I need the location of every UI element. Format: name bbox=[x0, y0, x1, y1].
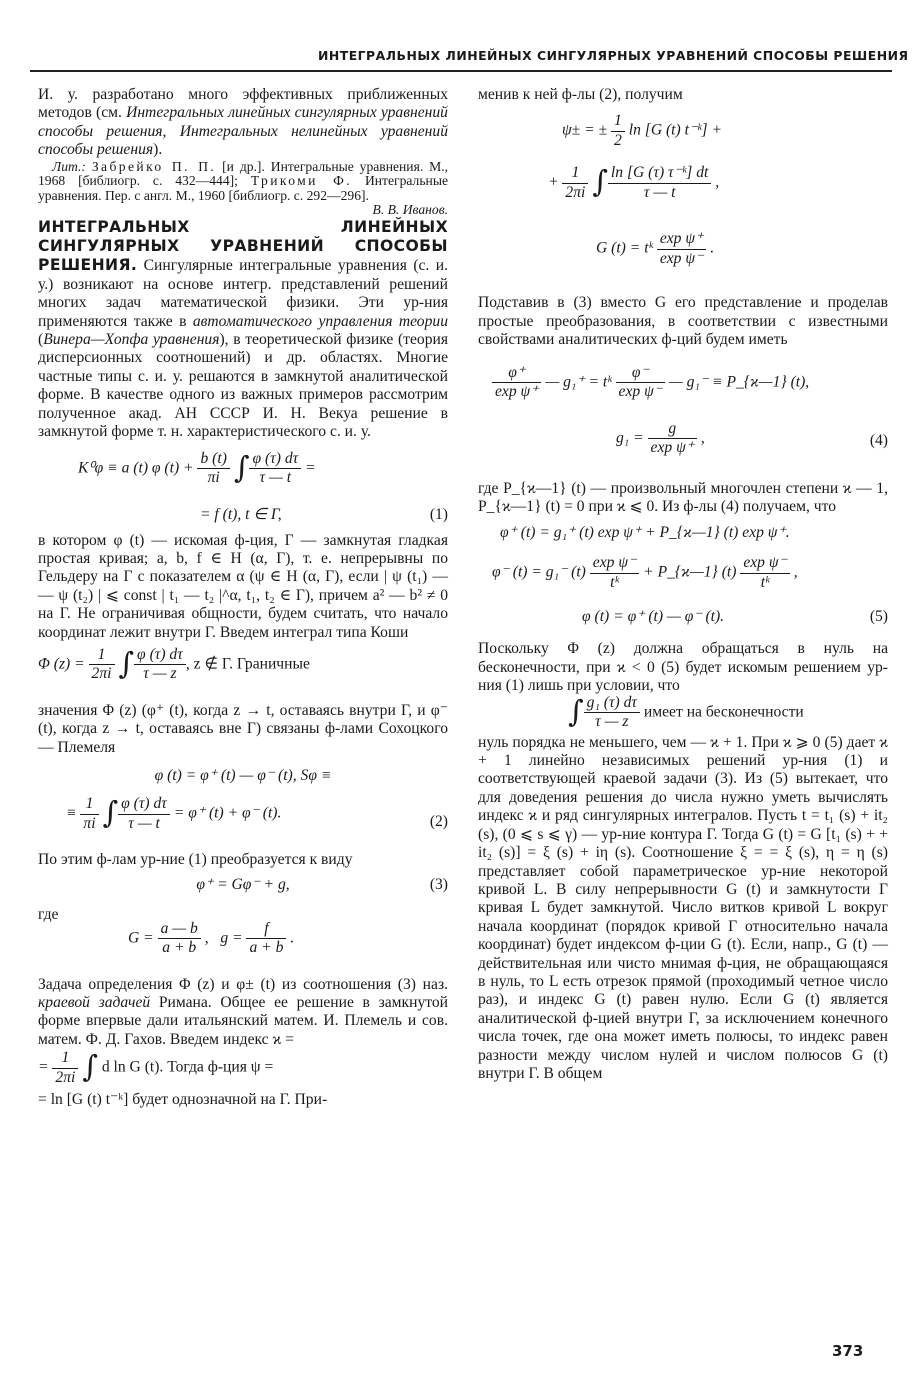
equation-2-line1: φ (t) = φ⁺ (t) — φ⁻ (t), Sφ ≡ bbox=[154, 767, 332, 785]
equation-5-line2: φ⁻ (t) = g₁⁻ (t) $\frac{\text{exp ψ⁻}}{\text{tᵏ}}$ + P_{ϰ—1} (t) $\frac{\text{exp ψ⁻}}{\text{tᵏ}}$ , bbox=[492, 554, 798, 591]
g-representation: G (t) = tᵏ $\frac{\text{exp ψ⁺}}{\text{exp ψ⁻}}$ . bbox=[596, 230, 715, 267]
apply-paragraph: менив к ней ф-лы (2), получим bbox=[478, 86, 683, 103]
page-number: 373 bbox=[832, 1342, 864, 1360]
boundary-paragraph: значения Φ (z) (φ⁺ (t), когда z → t, оставаясь внутри Γ, и φ⁻ (t), когда z → t, оставаясь вне Γ) связаны ф-лами Сохоцкого — Племеля bbox=[38, 701, 448, 756]
header-rule bbox=[30, 70, 892, 72]
equation-1-line1: K⁰φ ≡ a (t) φ (t) + $\frac{b (t)}{\pi i}$ ∫ $\frac{\varphi (\tau) d\tau}{\tau — t}$ = bbox=[78, 449, 316, 486]
substitution-paragraph: Подставив в (3) вместо G его представление и проделав простые преобразования, в соответствии с известными свойствами аналитических ф-ций будем иметь bbox=[478, 294, 888, 349]
intro-paragraph: И. у. разработано много эффективных приближенных методов (см. Интегральных линейных сингулярных уравнений способы решения, Интегральных нелинейных уравнений способы решения). bbox=[38, 86, 448, 159]
equation-1-line2: = f (t), t ∈ Γ, (1) bbox=[200, 505, 448, 523]
equation-5-line3: φ (t) = φ⁺ (t) — φ⁻ (t). (5) bbox=[582, 608, 888, 626]
literature: Лит.: Забрейко П. П. [и др.]. Интегральные уравнения. М., 1968 [библиогр. с. 432—444]; Трикоми Ф. Интегральные уравнения. Пер. с англ. М., 1960 [библиогр. с. 292—296]. В. В. Иванов. bbox=[38, 158, 449, 218]
equation-5-line1: φ⁺ (t) = g₁⁺ (t) exp ψ⁺ + P_{ϰ—1} (t) exp ψ⁺. bbox=[500, 524, 790, 542]
psi-formula-line2: + $\frac{1}{2\pi i}$ ∫ $\frac{\text{ln [G (τ) τ⁻ᵏ] dt}}{\tau — t}$ , bbox=[548, 164, 720, 201]
entry-title: ИНТЕГРАЛЬНЫХ ЛИНЕЙНЫХ СИНГУЛЯРНЫХ УРАВНЕНИЙ СПОСОБЫ РЕШЕНИЯ. bbox=[38, 217, 448, 275]
equation-4-line1: $\frac{\varphi^+}{\text{exp ψ⁺}}$ — g₁⁺ = tᵏ $\frac{\varphi^-}{\text{exp ψ⁻}}$ — g₁⁻ ≡ P_{ϰ—1} (t), bbox=[478, 364, 888, 420]
left-column bbox=[38, 86, 448, 1110]
entry-paragraph: ИНТЕГРАЛЬНЫХ ЛИНЕЙНЫХ СИНГУЛЯРНЫХ УРАВНЕНИЙ СПОСОБЫ РЕШЕНИЯ. Сингулярные интегральные уравнения (с. и. у.) возникают на основе интегр. представлений решений многих задач математической физики. Эти ур-ния применяются также в автоматического управления теории (Винера—Хопфа уравнения), в теоретической физике (теория дисперсионных соотношений) и др. областях. Многие частные типы с. и. у. решаются в замкнутой аналитической форме. В качестве одного из важных примеров рассмотрим полученное акад. АН СССР И. Н. Векуа решение в замкнутой форме т. н. характеристического с. и. у. bbox=[38, 217, 449, 441]
equation-4-line2: g₁ = $\frac{g}{\text{exp ψ⁺}}$ , (4) bbox=[616, 419, 888, 457]
running-head: ИНТЕГРАЛЬНЫХ ЛИНЕЙНЫХ СИНГУЛЯРНЫХ УРАВНЕНИЙ СПОСОБЫ РЕШЕНИЯ bbox=[318, 48, 909, 63]
hoelder-paragraph: в котором φ (t) — искомая ф-ция, Γ — замкнутая гладкая простая кривая; a, b, f ∈ H (α, Γ), т. е. непрерывны по Гельдеру на Γ с показателем α (ψ ∈ H (α, Γ), если | ψ (t₁) — — ψ (t₂) | ⩽ const | t₁ — t₂ |^α, t₁, t₂ ∈ Γ), причем a² — b² ≠ 0 на Γ. Не ограничивая общности, будем считать, что начало координат лежит внутри Γ. Введем интеграл типа Коши bbox=[38, 531, 448, 641]
transform-paragraph: По этим ф-лам ур-ние (1) преобразуется к виду bbox=[38, 851, 353, 869]
infinity-paragraph: Поскольку Φ (z) должна обращаться в нуль на бесконечности, при ϰ < 0 (5) будет искомым решением ур-ния (1) лишь при условии, что bbox=[478, 640, 888, 695]
polynomial-paragraph: где P_{ϰ—1} (t) — произвольный многочлен степени ϰ — 1, P_{ϰ—1} (t) = 0 при ϰ ⩽ 0. Из ф-лы (4) получаем, что bbox=[478, 479, 888, 516]
g-definition: где G = $\frac{a — b}{a + b}$ , g = $\frac{f}{a + b}$ . bbox=[38, 905, 295, 956]
riemann-paragraph: Задача определения Φ (z) и φ± (t) из соотношения (3) наз. краевой задачей Римана. Общее ее решение в замкнутой форме впервые дали итальянский матем. И. Племель и сов. матем. Ф. Д. Гахов. Введем индекс ϰ = bbox=[38, 975, 449, 1048]
condition-integral: ∫ $\frac{\text{g₁ (τ) dτ}}{\tau — z}$ имеет на бесконечности bbox=[568, 693, 804, 731]
index-paragraph: нуль порядка не меньшего, чем — ϰ + 1. При ϰ ⩾ 0 (5) дает ϰ + 1 линейно независимых решений ур-ния (1) и соответствующей краевой задачи (3). Из (5) вытекает, что для доведения решения до числа нужно уметь вычислять индекс ϰ и ряд сингулярных интегралов. Пусть t = t₁ (s) + it₂ (s), (0 ⩽ s ⩽ γ) — ур-ние контура Γ. Тогда G (t) = G [t₁ (s) + + it₂ (s)] = ξ (s) + iη (s). Соотношение ξ = = ξ (s), η = η (s) представляет собой параметрическое ур-ние некоторой кривой L. В силу непрерывности G (t) и замкнутости Γ кривая L будет замкнутой. Число витков кривой L вокруг начала координат (порядок кривой Γ относительно начала координат) будет индексом ф-ции G (t). Если, напр., G (t) — действительная или чисто мнимая ф-ция, не обращающаяся в нуль, то L есть отрезок прямой (проходимый четное число раз), и индекс G (t) равен нулю. Если G (t) является аналитической ф-цией внутри Γ, за исключением конечного числа точек, где она может иметь полюсы, то индекс равен разности между числом нулей и числом полюсов G (t) внутри Γ. В общем bbox=[478, 733, 888, 1082]
right-column bbox=[478, 86, 888, 1083]
psi-definition: = ln [G (t) t⁻ᵏ] будет однозначной на Γ. При- bbox=[38, 1091, 328, 1109]
cauchy-integral: Φ (z) = $\frac{1}{2\pi i}$ ∫ $\frac{\varphi (\tau) d\tau}{\tau — z}$ , z ∉ Γ. Граничные bbox=[38, 645, 310, 683]
index-formula: = $\frac{1}{2\pi i}$ ∫ d ln G (t). Тогда ф-ция ψ = bbox=[38, 1049, 274, 1086]
equation-3: φ⁺ = Gφ⁻ + g, (3) bbox=[196, 875, 448, 893]
equation-2-line2: ≡ $\frac{1}{\pi i}$ ∫ $\frac{\varphi (\tau) d\tau}{\tau — t}$ = φ⁺ (t) + φ⁻ (t). (2) bbox=[66, 795, 448, 832]
psi-formula-line1: ψ± = ± $\frac{1}{2}$ ln [G (t) t⁻ᵏ] + bbox=[562, 112, 723, 149]
